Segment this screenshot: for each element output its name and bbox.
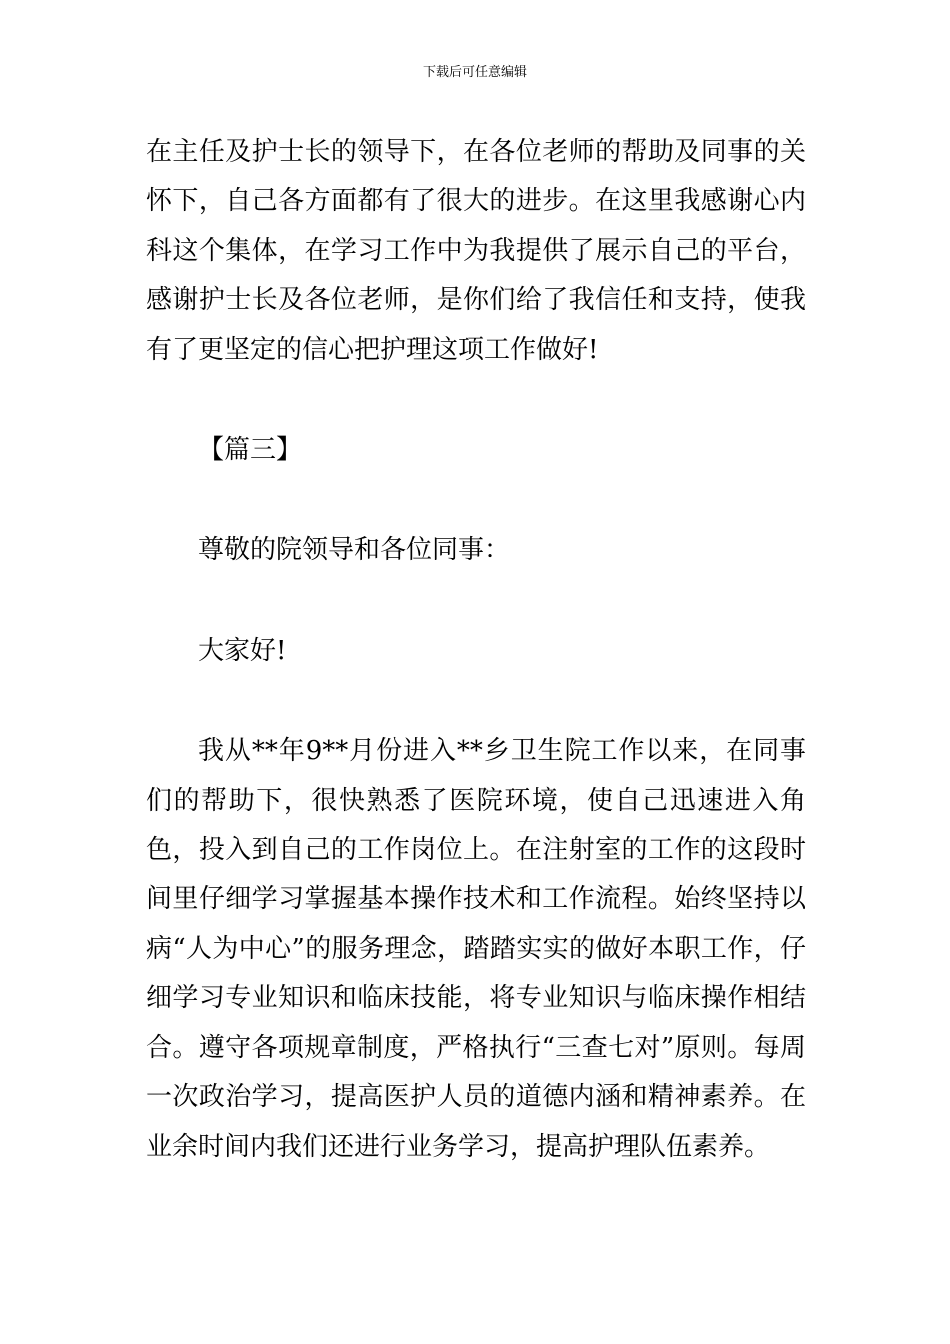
paragraph-continuation: 在主任及护士长的领导下，在各位老师的帮助及同事的关怀下，自己各方面都有了很大的进步。在这里我感谢心内科这个集体，在学习工作中为我提供了展示自己的平台，感谢护士长及各位老师，是你们给了我信任和支持，使我有了更坚定的信心把护理这项工作做好! <box>146 137 806 365</box>
document-body <box>146 128 806 1172</box>
paragraph-body: 我从**年9**月份进入**乡卫生院工作以来，在同事们的帮助下，很快熟悉了医院环境，使自己迅速进入角色，投入到自己的工作岗位上。在注射室的工作的这段时间里仔细学习掌握基本操作技术和工作流程。始终坚持以病“人为中心”的服务理念，踏踏实实的做好本职工作，仔细学习专业知识和临床技能，将专业知识与临床操作相结合。遵守各项规章制度，严格执行“三查七对”原则。每周一次政治学习，提高医护人员的道德内涵和精神素养。在业余时间内我们还进行业务学习，提高护理队伍素养。 <box>146 736 806 1162</box>
section-title: 【篇三】 <box>198 435 303 466</box>
greeting: 大家好! <box>198 635 287 666</box>
salutation: 尊敬的院领导和各位同事： <box>198 535 511 566</box>
page-header-note: 下载后可任意编辑 <box>422 65 527 80</box>
